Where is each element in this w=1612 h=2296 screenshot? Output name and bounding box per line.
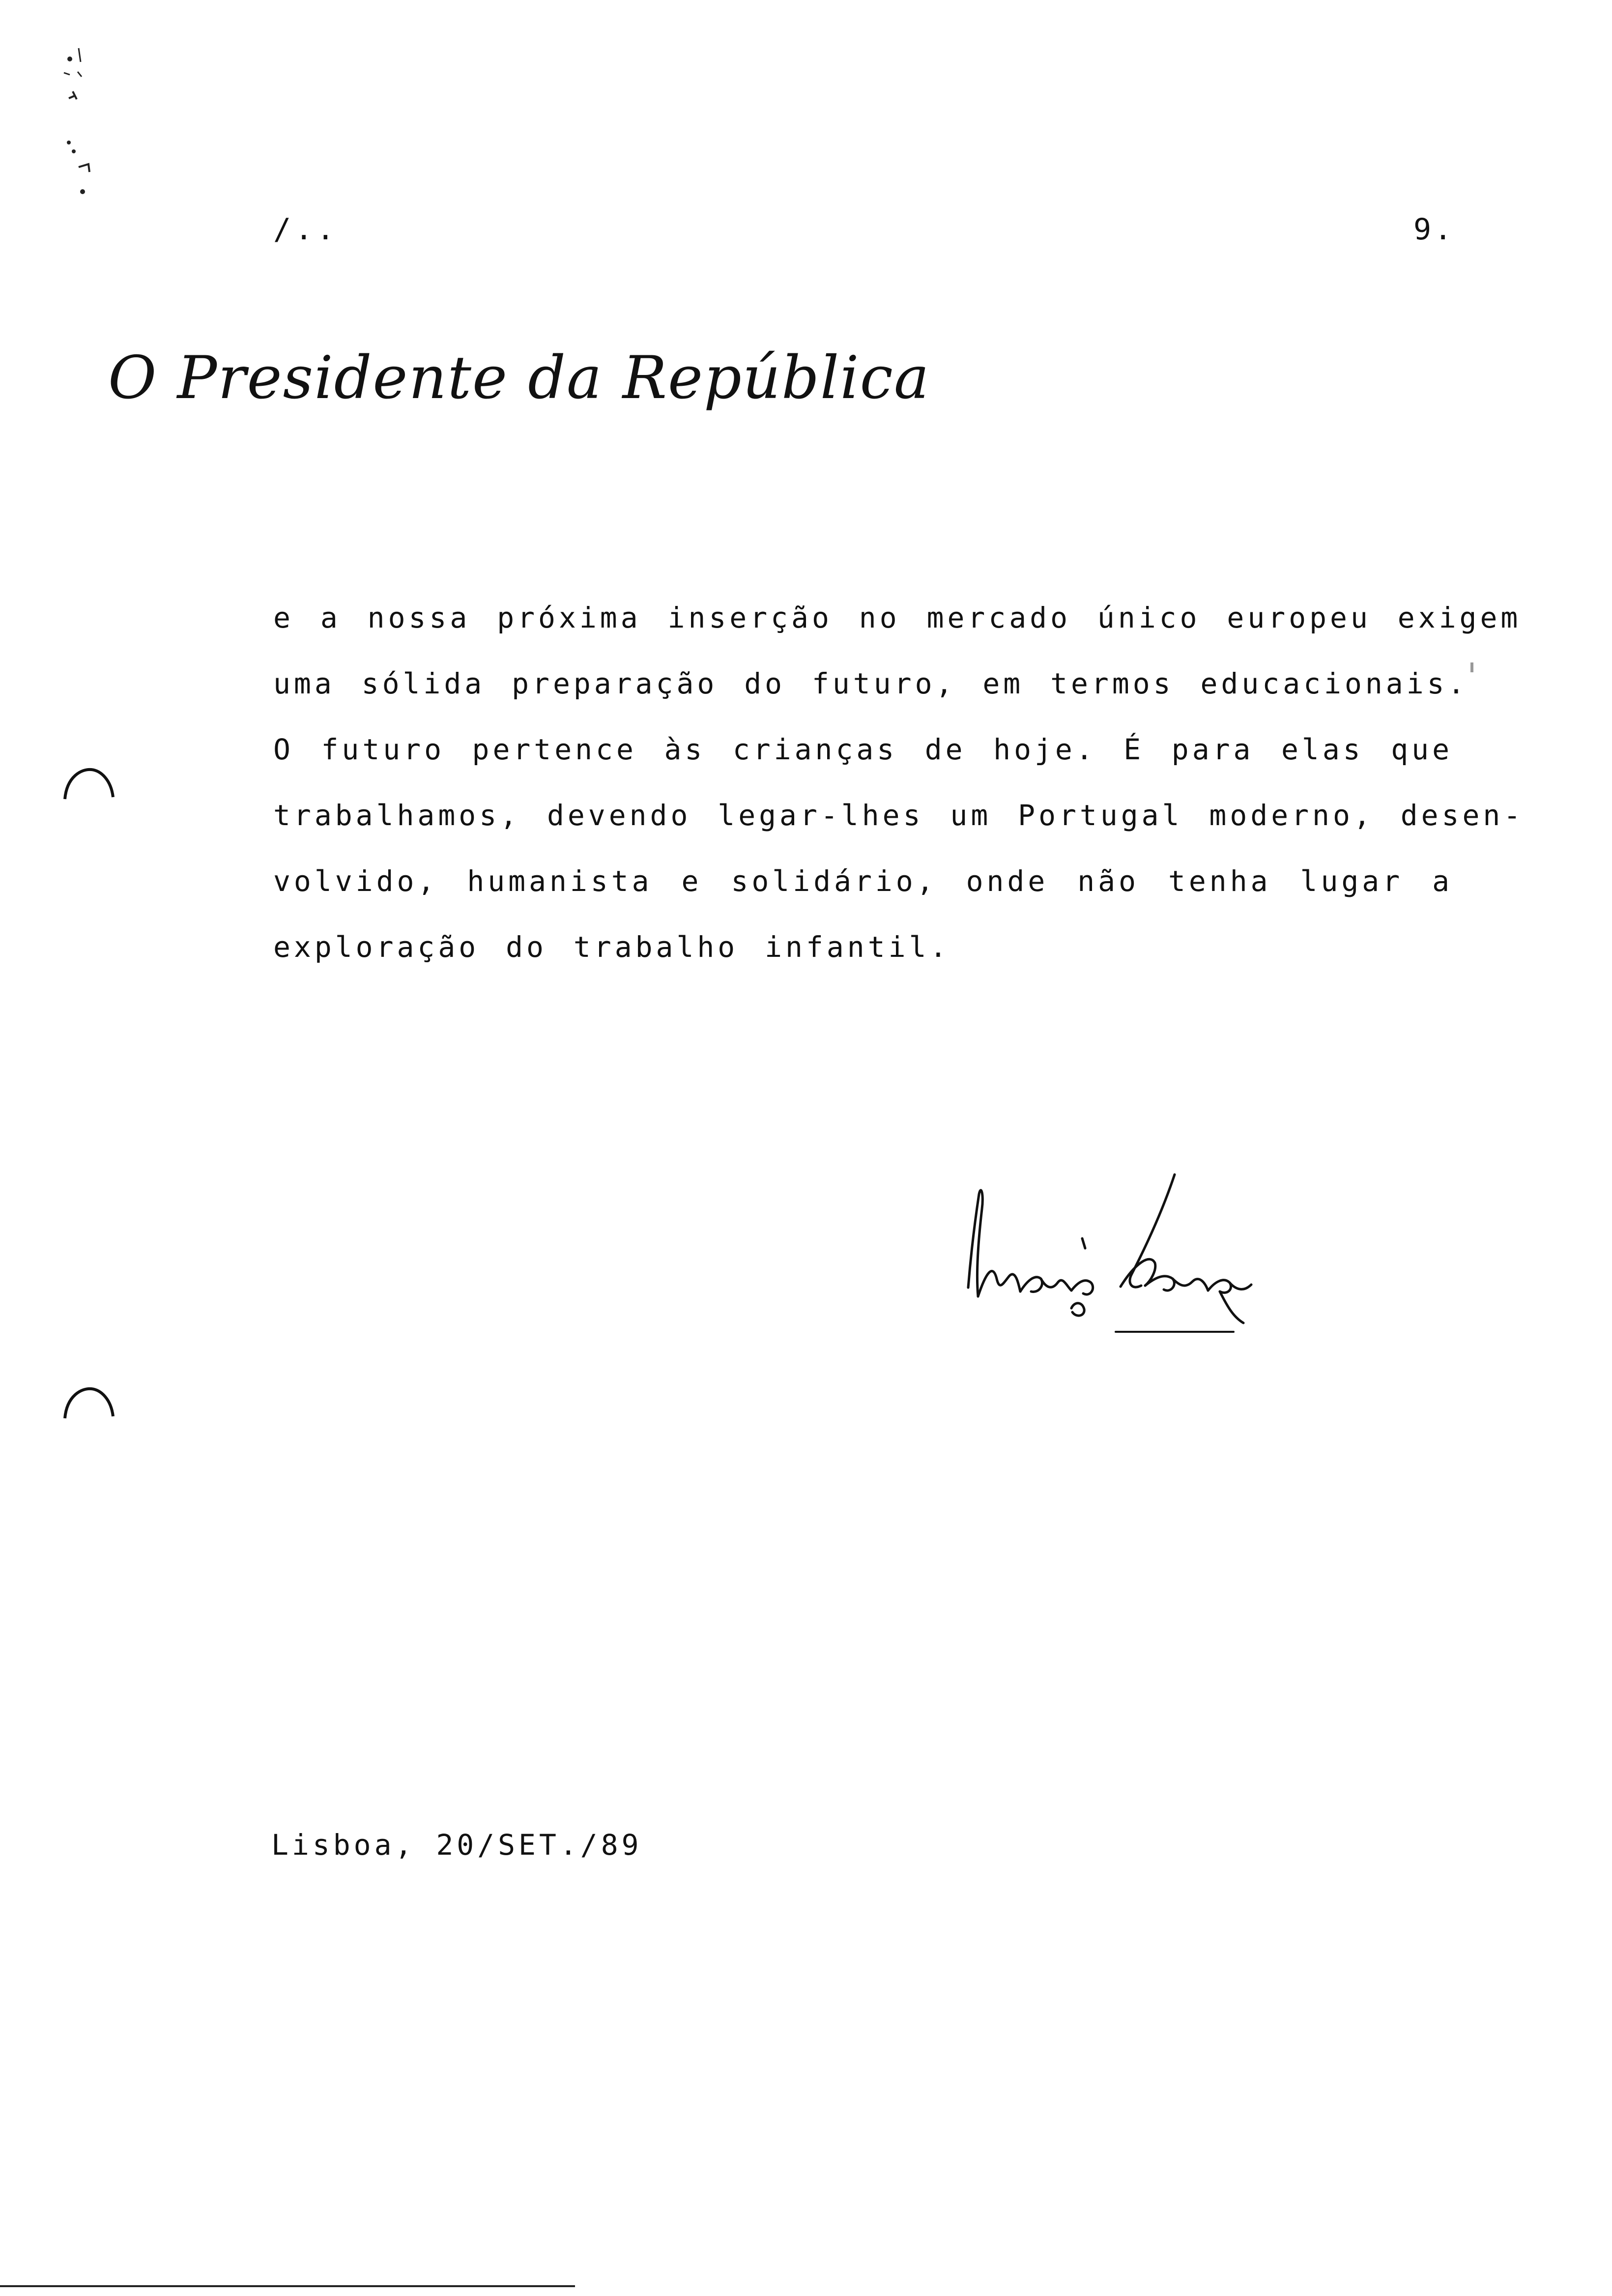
body-line: e a nossa próxima inserção no mercado único europeu exigem <box>273 601 1522 634</box>
body-line: volvido, humanista e solidário, onde não tenha lugar a <box>273 864 1453 898</box>
body-line: trabalhamos, devendo legar-lhes um Portugal moderno, desen- <box>273 799 1525 832</box>
margin-marks <box>59 44 103 206</box>
letterhead-title: O Presidente da República <box>108 344 930 412</box>
body-line: exploração do trabalho infantil. <box>273 930 950 964</box>
page-number: 9. <box>1413 212 1455 247</box>
letter-body <box>273 585 1525 980</box>
body-line: O futuro pertence às crianças de hoje. É para elas que <box>273 733 1453 766</box>
punch-hole-mark <box>62 767 116 801</box>
place-date: Lisboa, 20/SET./89 <box>271 1828 642 1862</box>
bottom-edge-rule <box>0 2285 575 2287</box>
stray-mark <box>1470 662 1473 672</box>
continuation-mark: /.. <box>273 212 339 247</box>
body-line: uma sólida preparação do futuro, em termos educacionais. <box>273 667 1468 700</box>
punch-hole-mark <box>62 1386 116 1420</box>
handwritten-signature <box>958 1165 1253 1342</box>
